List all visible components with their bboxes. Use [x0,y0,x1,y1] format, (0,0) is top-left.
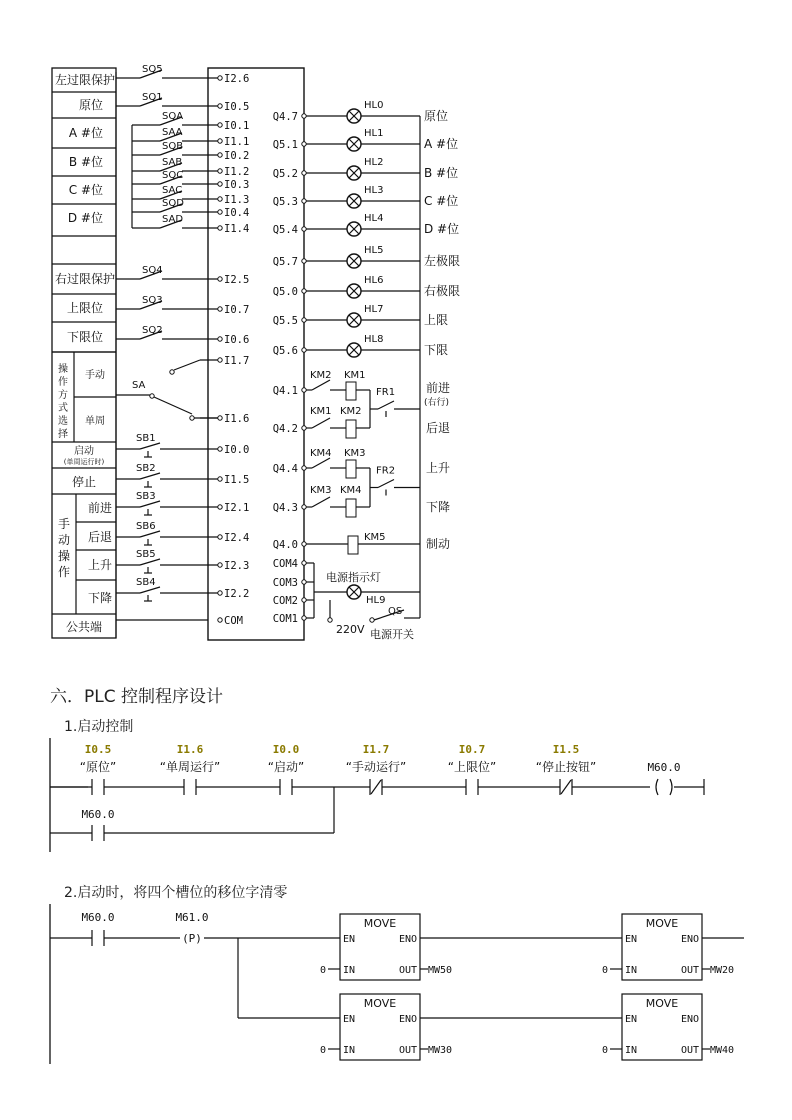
relay-label: KM5 [364,532,386,543]
mode-group-char: 方 [58,390,68,401]
lamp-function: C #位 [424,194,459,208]
button-label: SB5 [136,549,156,560]
output-address: Q4.7 [272,111,298,123]
button-label: SB1 [136,433,156,444]
pin-out: OUT [398,1045,417,1056]
contact-name: “上限位” [447,760,497,774]
start-label: 启动 [74,446,94,457]
switch-label: SAB [162,157,183,168]
mode-group-char: 作 [58,377,68,388]
input-address: I2.4 [224,532,250,544]
input-label: 原位 [78,98,103,112]
input-address: I0.4 [224,207,250,219]
input-address: I0.2 [224,150,250,162]
mode-group-char: 式 [58,403,68,414]
lamp-label: HL5 [364,245,384,256]
pin-in: IN [343,1045,356,1056]
output-address: Q5.2 [272,168,298,180]
common-label: 公共端 [65,620,103,634]
input-label: C #位 [68,183,103,197]
contact-address: I0.0 [272,743,300,756]
power-switch-id: QS [388,606,403,617]
input-address: I2.6 [224,73,250,85]
move-title: MOVE [645,917,679,930]
input-label: D #位 [67,211,103,225]
input-label: 下限位 [66,330,103,344]
lamp-function: B #位 [424,166,459,180]
switch-label: SQ1 [142,92,163,103]
switch-label: SQ4 [142,265,163,276]
switch-label: SQC [162,170,184,181]
output-address: Q5.6 [272,345,298,357]
contact-name: “启动” [267,760,305,774]
power-lamp-id: HL9 [366,595,386,606]
relay-label: KM4 [340,485,362,496]
lamp-label: HL7 [364,304,384,315]
motor-label: 上升 [426,461,451,475]
pin-eno: ENO [680,934,699,945]
mode-group-char: 操 [58,364,68,375]
input-address: I2.1 [224,502,250,514]
contact-address: I1.7 [362,743,390,756]
input-label: A #位 [68,126,103,140]
contact-address: I0.5 [84,743,112,756]
output-word: MW40 [710,1045,735,1056]
contact-address: M60.0 [81,911,115,924]
relay-label: KM1 [310,406,332,417]
power-switch-label: 电源开关 [370,628,414,641]
relay-label: KM2 [310,370,332,381]
input-address: I1.5 [224,474,250,486]
output-address: Q5.7 [272,256,298,268]
lamp-function: 原位 [424,109,449,123]
pin-out: OUT [398,965,417,976]
input-label: 上限位 [66,301,103,315]
mode-item-manual: 手动 [85,370,105,381]
pin-out: OUT [680,1045,699,1056]
manual-item: 后退 [87,530,113,544]
output-address: Q5.3 [272,196,298,208]
output-word: MW30 [428,1045,453,1056]
latch-address: M60.0 [81,808,115,821]
mode-item-single: 单周 [85,416,105,427]
output-address: COM4 [272,558,298,570]
manual-item: 上升 [87,558,113,572]
input-address: I2.3 [224,560,250,572]
input-address: I1.1 [224,136,250,148]
switch-label: SQ5 [142,64,163,75]
positive-edge: (P) [182,932,202,945]
output-word: MW50 [428,965,453,976]
start-sublabel: (单周运行时) [63,458,105,466]
output-address: Q4.0 [272,539,298,551]
pin-eno: ENO [398,1014,417,1025]
input-address: I0.0 [224,444,250,456]
output-address: Q4.4 [272,463,298,475]
power-lamp-label: 电源指示灯 [326,571,381,584]
input-address: I1.6 [224,413,250,425]
motor-label: 后退 [426,421,451,435]
pin-en: EN [625,934,638,945]
input-value: 0 [601,965,608,976]
stop-label: 停止 [71,475,97,489]
lamp-function: 下限 [424,343,449,357]
input-value: 0 [319,965,326,976]
move-title: MOVE [363,917,397,930]
output-word: MW20 [710,965,735,976]
normally-closed-slash [561,780,571,794]
output-address: Q4.2 [272,423,298,435]
lamp-function: 左极限 [424,254,461,268]
output-address: Q4.3 [272,502,298,514]
input-address: I0.1 [224,120,250,132]
input-label: B #位 [68,155,103,169]
switch-label: SA [132,380,146,391]
relay-label: KM2 [340,406,362,417]
button-label: SB6 [136,521,156,532]
switch-label: SQA [162,111,184,122]
contact-name: “停止按钮” [535,760,597,774]
mode-group-char: 择 [58,429,68,440]
input-label: 左过限保护 [54,73,116,87]
pin-in: IN [625,1045,638,1056]
step2-title: 2.启动时，将四个槽位的移位字清零 [64,885,288,901]
pin-eno: ENO [398,934,417,945]
switch-label: SAC [162,185,183,196]
input-value: 0 [601,1045,608,1056]
switch-label: SAD [162,214,184,225]
switch-label: SAA [162,127,183,138]
contact-name: “原位” [79,760,117,774]
relay-label: KM4 [310,448,332,459]
switch-label: SQ3 [142,295,163,306]
normally-closed-slash [371,780,381,794]
manual-item: 下降 [87,591,113,605]
move-title: MOVE [363,997,397,1010]
button-label: SB3 [136,491,156,502]
motor-label: 下降 [426,500,451,514]
contact-address: I1.5 [552,743,580,756]
move-title: MOVE [645,997,679,1010]
input-label: 右过限保护 [54,272,116,286]
input-address: I2.5 [224,274,250,286]
lamp-function: A #位 [424,137,459,151]
lamp-label: HL1 [364,128,384,139]
contact-name: “单周运行” [159,760,221,774]
pin-in: IN [625,965,638,976]
switch-label: SQD [162,198,184,209]
manual-group-char: 作 [57,565,71,579]
output-address: Q5.0 [272,286,298,298]
lamp-function: D #位 [424,222,460,236]
manual-group-char: 动 [57,533,71,547]
step1-title: 1.启动控制 [64,719,134,735]
lamp-label: HL0 [364,100,384,111]
pin-in: IN [343,965,356,976]
relay-label: KM1 [344,370,366,381]
input-address: I1.7 [224,355,250,367]
lamp-label: HL6 [364,275,384,286]
lamp-label: HL3 [364,185,384,196]
output-address: COM2 [272,595,298,607]
pin-en: EN [625,1014,638,1025]
lamp-label: HL2 [364,157,384,168]
input-address: I1.3 [224,194,250,206]
output-address: COM1 [272,613,298,625]
overload-label: FR1 [376,387,396,398]
input-address: I0.7 [224,304,250,316]
manual-group-char: 操 [57,549,71,563]
input-address: COM [224,615,243,627]
contact-address: I1.6 [176,743,204,756]
input-address: I0.3 [224,179,250,191]
input-value: 0 [319,1045,326,1056]
output-address: Q5.4 [272,224,298,236]
output-address: Q4.1 [272,385,298,397]
button-label: SB4 [136,577,156,588]
output-address: Q5.1 [272,139,298,151]
lamp-label: HL4 [364,213,384,224]
input-address: I1.2 [224,166,250,178]
contact-address: I0.7 [458,743,486,756]
pin-eno: ENO [680,1014,699,1025]
motor-label: 前进 [426,381,451,395]
output-address: Q5.5 [272,315,298,327]
motor-label: 制动 [426,537,451,551]
pin-out: OUT [680,965,699,976]
input-address: I1.4 [224,223,250,235]
input-address: I0.5 [224,101,250,113]
pin-en: EN [343,1014,356,1025]
switch-label: SQ2 [142,325,163,336]
manual-item: 前进 [87,501,113,515]
pin-en: EN [343,934,356,945]
motor-sublabel: (右行) [424,398,450,408]
lamp-function: 右极限 [424,284,461,298]
relay-label: KM3 [310,485,332,496]
supply-voltage: 220V [336,623,365,636]
coil-address: M60.0 [647,761,681,774]
input-address: I2.2 [224,588,250,600]
relay-label: KM3 [344,448,366,459]
edge-address: M61.0 [175,911,209,924]
lamp-function: 上限 [424,313,449,327]
mode-group-char: 选 [58,416,68,427]
output-coil [656,779,672,795]
overload-label: FR2 [376,465,396,477]
switch-label: SQB [162,141,184,152]
input-address: I0.6 [224,334,250,346]
button-label: SB2 [136,463,156,474]
lamp-label: HL8 [364,334,384,345]
contact-name: “手动运行” [345,760,407,774]
manual-group-char: 手 [57,517,71,531]
output-address: COM3 [272,577,298,589]
section-title: 六．PLC 控制程序设计 [50,687,223,707]
